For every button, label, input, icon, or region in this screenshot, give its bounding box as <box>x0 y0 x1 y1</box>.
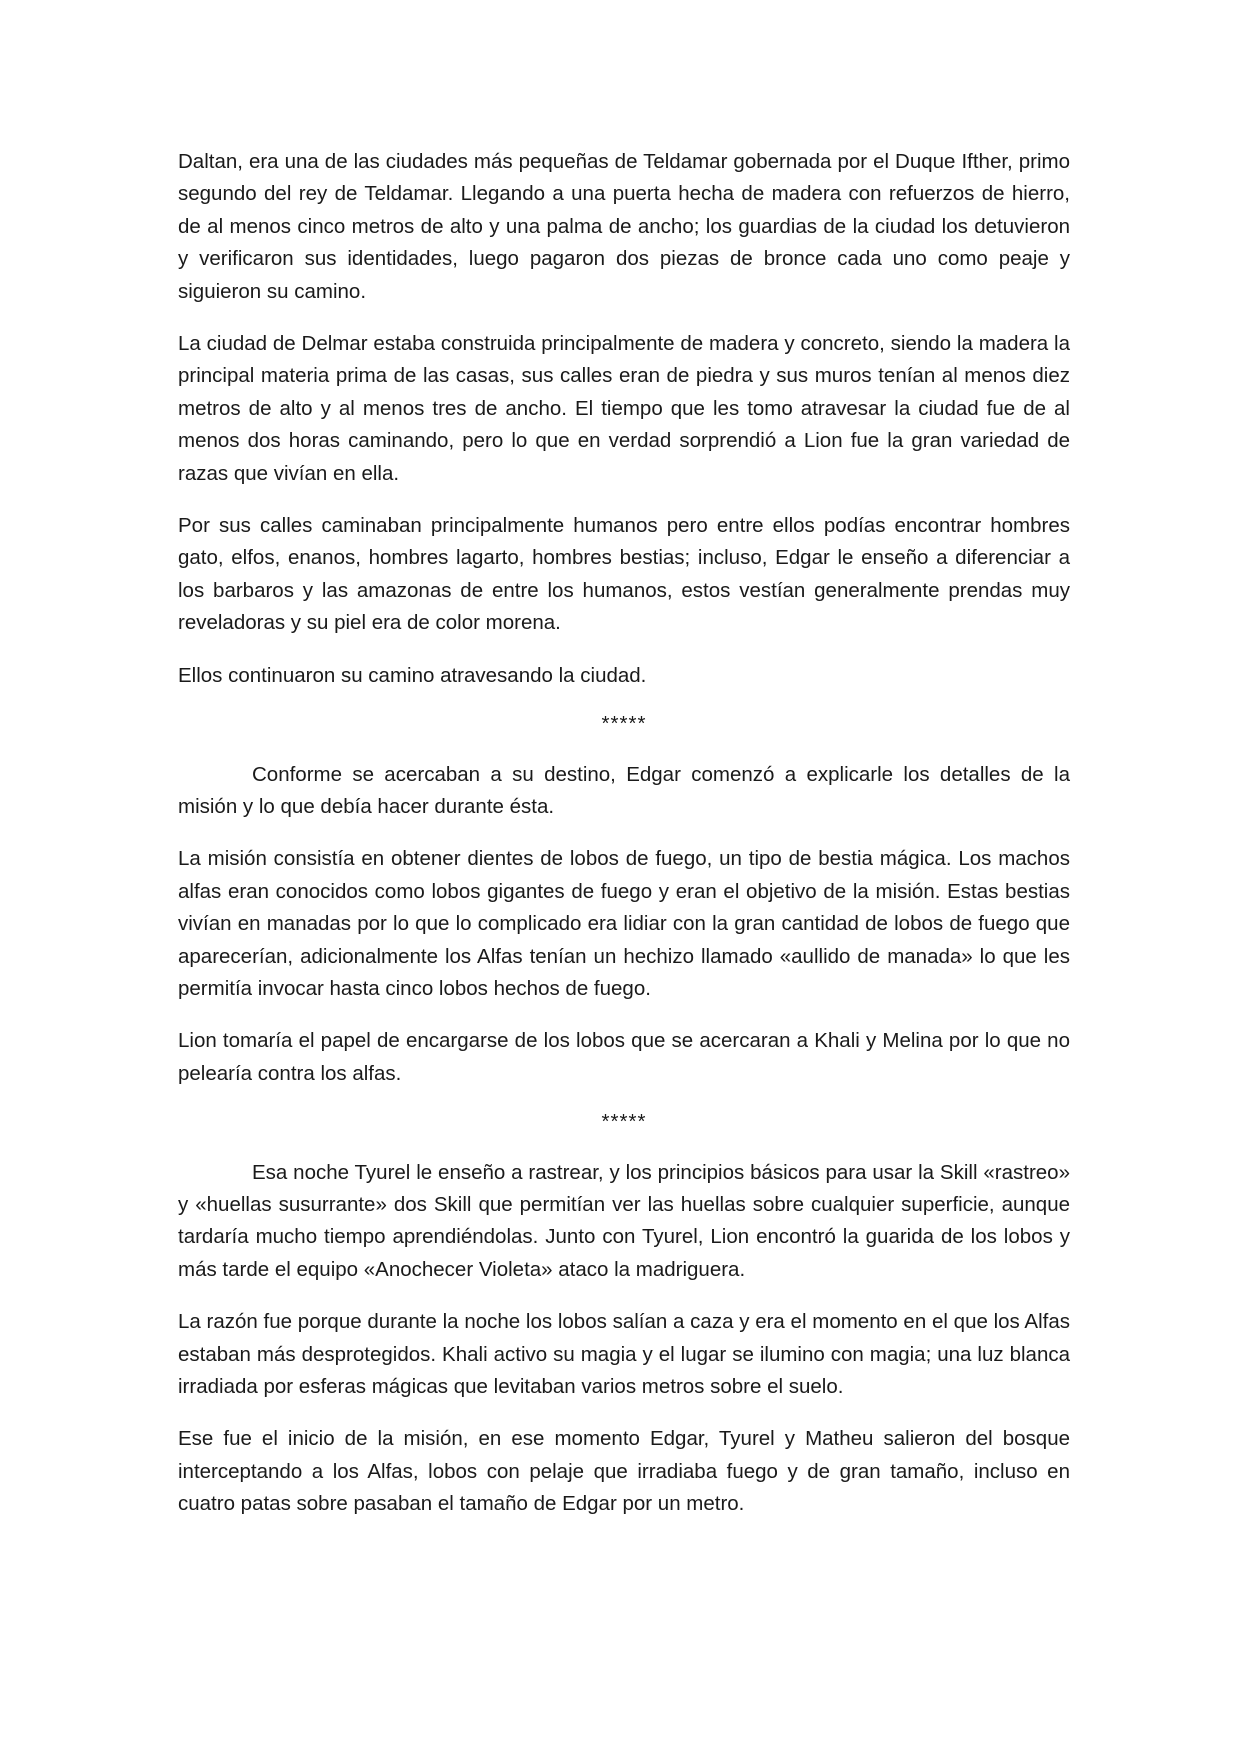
paragraph-destination: Conforme se acercaban a su destino, Edgar comenzó a explicarle los detalles de la misión y lo que debía hacer durante ésta. <box>178 762 1070 818</box>
scene-separator: ***** <box>601 712 647 736</box>
paragraph-daltan: Daltan, era una de las ciudades más pequeñas de Teldamar gobernada por el Duque Ifther, primo segundo del rey de Teldamar. Llegando a una puerta hecha de madera con refuerzos de hierro, de al menos cinco metros de alto y una palma de ancho; los guardias de la ciudad los detuvieron y verificaron sus identidades, luego pagaron dos piezas de bronce cada uno como peaje y siguieron su camino. <box>178 150 1070 303</box>
paragraph-tracking: Esa noche Tyurel le enseño a rastrear, y los principios básicos para usar la Skill «rastreo» y «huellas susurrante» dos Skill que permitían ver las huellas sobre cualquier superficie, aunque tardaría mucho tiempo aprendiéndolas. Junto con Tyurel, Lion encontró la guarida de los lobos y más tarde el equipo «Anochecer Violeta» ataco la madriguera. <box>178 1160 1070 1281</box>
paragraph-mission-start: Ese fue el inicio de la misión, en ese momento Edgar, Tyurel y Matheu salieron del bosque interceptando a los Alfas, lobos con pelaje que irradiaba fuego y de gran tamaño, incluso en cuatro patas sobre pasaban el tamaño de Edgar por un metro. <box>178 1427 1070 1516</box>
paragraph-continued: Ellos continuaron su camino atravesando la ciudad. <box>178 663 647 687</box>
paragraph-reason: La razón fue porque durante la noche los lobos salían a caza y era el momento en el que los Alfas estaban más desprotegidos. Khali activo su magia y el lugar se ilumino con magia; una luz blanca irradiada por esferas mágicas que levitaban varios metros sobre el suelo. <box>178 1310 1070 1398</box>
paragraph-delmar: La ciudad de Delmar estaba construida principalmente de madera y concreto, siendo la madera la principal materia prima de las casas, sus calles eran de piedra y sus muros tenían al menos diez metros de alto y al menos tres de ancho. El tiempo que les tomo atravesar la ciudad fue de al menos dos horas caminando, pero lo que en verdad sorprendió a Lion fue la gran variedad de razas que vivían en ella. <box>178 332 1070 485</box>
paragraph-mission: La misión consistía en obtener dientes de lobos de fuego, un tipo de bestia mágica. Los machos alfas eran conocidos como lobos gigantes de fuego y eran el objetivo de la misión. Estas bestias vivían en manadas por lo que lo complicado era lidiar con la gran cantidad de lobos de fuego que aparecerían, adicionalmente los Alfas tenían un hechizo llamado «aullido de manada» lo que les permitía invocar hasta cinco lobos hechos de fuego. <box>178 847 1070 1000</box>
paragraph-streets: Por sus calles caminaban principalmente humanos pero entre ellos podías encontrar hombres gato, elfos, enanos, hombres lagarto, hombres bestias; incluso, Edgar le enseño a diferenciar a los barbaros y las amazonas de entre los humanos, estos vestían generalmente prendas muy reveladoras y su piel era de color morena. <box>178 514 1070 635</box>
paragraph-lion-role: Lion tomaría el papel de encargarse de los lobos que se acercaran a Khali y Melina por lo que no pelearía contra los alfas. <box>178 1029 1070 1085</box>
scene-separator: ***** <box>601 1110 647 1134</box>
body-text <box>178 146 1070 1541</box>
